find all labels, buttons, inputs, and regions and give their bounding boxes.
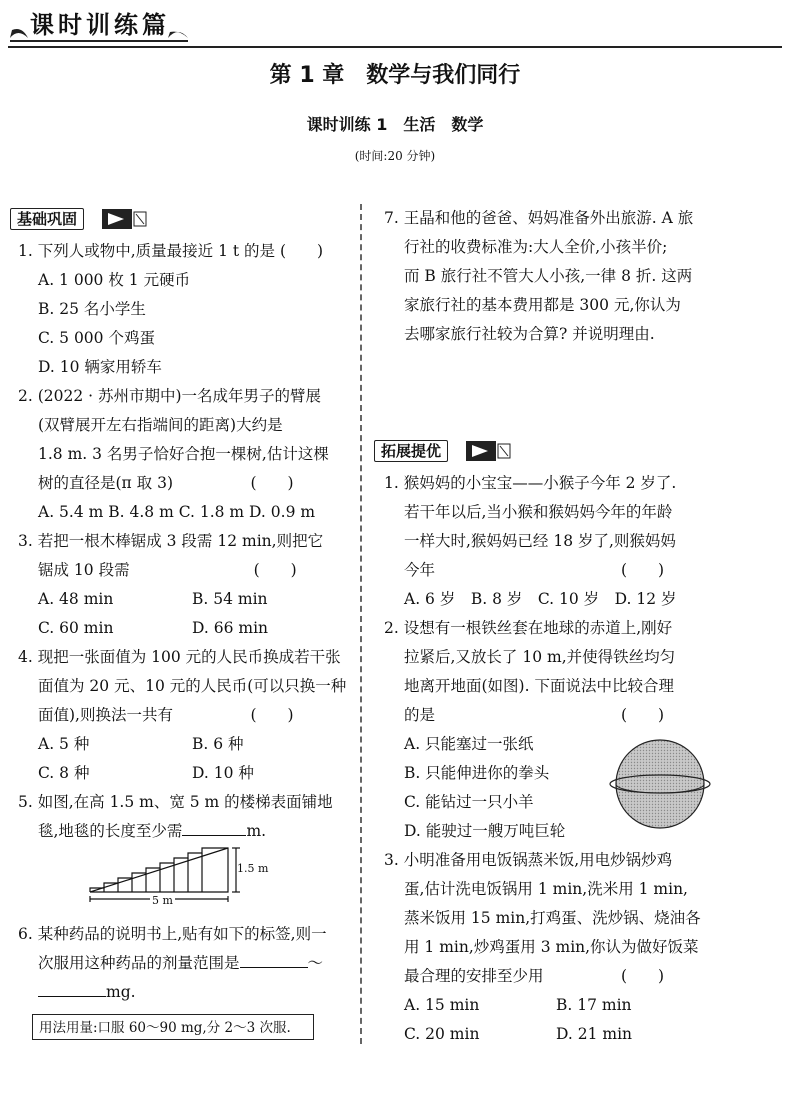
earth-wire-figure <box>606 734 716 834</box>
q4-line1: 4. 现把一张面值为 100 元的人民币换成若干张 <box>18 648 341 666</box>
lesson-title: 课时训练 1 生活 数学 <box>306 115 484 134</box>
q2-line4: 树的直径是(π 取 3) ( ) <box>38 474 294 492</box>
q2-line3: 1.8 m. 3 名男子恰好合抱一棵树,估计这棵 <box>38 445 329 463</box>
section-arrow-icon <box>466 441 512 461</box>
e3-option-d: D. 21 min <box>556 1025 633 1043</box>
q3-option-b: B. 54 min <box>192 590 268 608</box>
section-basic-label: 基础巩固 <box>10 208 84 230</box>
e3-line3: 蒸米饭用 15 min,打鸡蛋、洗炒锅、烧油各 <box>404 909 701 927</box>
section-arrow-icon <box>102 209 148 229</box>
e1-line4: 今年 ( ) <box>404 561 665 579</box>
q7-line5: 去哪家旅行社较为合算? 并说明理由. <box>404 325 655 343</box>
q6-line3 <box>38 981 136 1003</box>
q1-option-d: D. 10 辆家用轿车 <box>38 358 162 376</box>
e2-line4: 的是 ( ) <box>404 706 665 724</box>
q5-unit: m. <box>246 822 267 840</box>
q1-option-c: C. 5 000 个鸡蛋 <box>38 329 155 347</box>
e2-option-d: D. 能驶过一艘万吨巨轮 <box>404 822 566 840</box>
q6-answer-blank-max[interactable] <box>38 982 106 997</box>
q5-line2-text: 毯,地毯的长度至少需 <box>38 822 183 840</box>
q1-stem: 1. 下列人或物中,质量最接近 1 t 的是 ( ) <box>18 242 324 260</box>
q3-line2: 锯成 10 段需 ( ) <box>38 561 297 579</box>
q4-option-a: A. 5 种 <box>38 735 90 753</box>
e2-option-b: B. 只能伸进你的拳头 <box>404 764 550 782</box>
e3-line5: 最合理的安排至少用 ( ) <box>404 967 665 985</box>
time-note: (时间:20 分钟) <box>354 149 436 163</box>
earth-globe <box>616 740 704 828</box>
q4-line2: 面值为 20 元、10 元的人民币(可以只换一种 <box>38 677 347 695</box>
e1-line3: 一样大时,猴妈妈已经 18 岁了,则猴妈妈 <box>404 532 676 550</box>
q6-line2-text: 次服用这种药品的剂量范围是 <box>38 954 240 972</box>
q7-line3: 而 B 旅行社不管大人小孩,一律 8 折. 这两 <box>404 267 693 285</box>
medicine-label: 用法用量:口服 60～90 mg,分 2～3 次服. <box>32 1014 314 1040</box>
section-extend <box>374 440 514 462</box>
section-extend-label: 拓展提优 <box>374 440 448 462</box>
q2-options: A. 5.4 m B. 4.8 m C. 1.8 m D. 0.9 m <box>38 503 316 521</box>
e3-line2: 蛋,估计洗电饭锅用 1 min,洗米用 1 min, <box>404 880 688 898</box>
q2-line1: 2. (2022 · 苏州市期中)一名成年男子的臂展 <box>18 387 322 405</box>
e1-line1: 1. 猴妈妈的小宝宝——小猴子今年 2 岁了. <box>384 474 677 492</box>
header-rule <box>8 46 782 48</box>
e3-line1: 3. 小明准备用电饭锅蒸米饭,用电炒锅炒鸡 <box>384 851 673 869</box>
e2-line1: 2. 设想有一根铁丝套在地球的赤道上,刚好 <box>384 619 673 637</box>
q6-line2 <box>38 952 323 974</box>
q5-line2 <box>38 820 266 842</box>
q1-option-a: A. 1 000 枚 1 元硬币 <box>38 271 191 289</box>
q3-line1: 3. 若把一根木棒锯成 3 段需 12 min,则把它 <box>18 532 324 550</box>
q3-option-d: D. 66 min <box>192 619 269 637</box>
q6-unit: mg. <box>106 983 136 1001</box>
q7-line4: 家旅行社的基本费用都是 300 元,你认为 <box>404 296 681 314</box>
q5-answer-blank[interactable] <box>182 821 246 836</box>
e2-option-a: A. 只能塞过一张纸 <box>404 735 534 753</box>
q4-line3: 面值),则换法一共有 ( ) <box>38 706 294 724</box>
e1-line2: 若干年以后,当小猴和猴妈妈今年的年龄 <box>404 503 673 521</box>
q7-line1: 7. 王晶和他的爸爸、妈妈准备外出旅游. A 旅 <box>384 209 694 227</box>
e2-line2: 拉紧后,又放长了 10 m,并使得铁丝均匀 <box>404 648 676 666</box>
q4-option-b: B. 6 种 <box>192 735 244 753</box>
e3-option-a: A. 15 min <box>404 996 480 1014</box>
q3-option-a: A. 48 min <box>38 590 114 608</box>
series-label: 课时训练篇 <box>30 11 170 39</box>
e2-line3: 地离开地面(如图). 下面说法中比较合理 <box>404 677 674 695</box>
q6-line1: 6. 某种药品的说明书上,贴有如下的标签,则一 <box>18 925 327 943</box>
q5-line1: 5. 如图,在高 1.5 m、宽 5 m 的楼梯表面铺地 <box>18 793 333 811</box>
chapter-title: 第 1 章 数学与我们同行 <box>269 63 521 88</box>
column-divider <box>360 204 362 1044</box>
staircase-height-label: 1.5 m <box>237 862 269 875</box>
e3-option-c: C. 20 min <box>404 1025 480 1043</box>
e3-line4: 用 1 min,炒鸡蛋用 3 min,你认为做好饭菜 <box>404 938 699 956</box>
staircase-figure <box>80 844 270 908</box>
q6-tilde: ～ <box>307 954 324 972</box>
section-basic <box>10 208 150 230</box>
q7-line2: 行社的收费标准为:大人全价,小孩半价; <box>404 238 668 256</box>
e1-options: A. 6 岁 B. 8 岁 C. 10 岁 D. 12 岁 <box>404 590 677 608</box>
q4-option-d: D. 10 种 <box>192 764 254 782</box>
q2-line2: (双臂展开左右指端间的距离)大约是 <box>38 416 283 434</box>
staircase-width-label: 5 m <box>152 894 173 907</box>
q3-option-c: C. 60 min <box>38 619 114 637</box>
e2-option-c: C. 能钻过一只小羊 <box>404 793 534 811</box>
q6-answer-blank-min[interactable] <box>240 953 308 968</box>
e3-option-b: B. 17 min <box>556 996 632 1014</box>
q4-option-c: C. 8 种 <box>38 764 90 782</box>
q1-option-b: B. 25 名小学生 <box>38 300 146 318</box>
